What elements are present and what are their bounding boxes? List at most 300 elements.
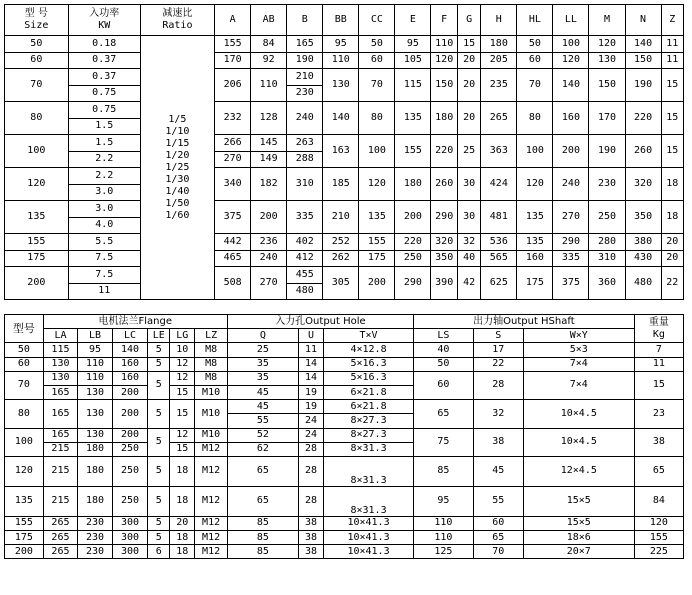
header-input-hole: 入力孔Output Hole xyxy=(227,315,413,329)
val-u: 28 xyxy=(298,486,323,516)
val-lb: 180 xyxy=(78,486,113,516)
dim-ll: 200 xyxy=(553,135,589,168)
val-s: 55 xyxy=(473,486,523,516)
dim-hl: 80 xyxy=(517,102,553,135)
header-z: Z xyxy=(661,5,683,36)
val-lc: 200 xyxy=(112,400,148,428)
val-lz: M12 xyxy=(195,442,227,456)
dim-cc: 80 xyxy=(359,102,395,135)
dim-ll: 160 xyxy=(553,102,589,135)
dim-n: 380 xyxy=(625,234,661,251)
dim-ab: 200 xyxy=(251,201,287,234)
val-lg: 12 xyxy=(170,357,195,371)
val-s: 38 xyxy=(473,428,523,456)
val-tv: 5×16.3 xyxy=(324,357,414,371)
dim-g: 30 xyxy=(457,168,480,201)
header-size: 型号 xyxy=(5,315,44,343)
size-cell: 200 xyxy=(5,267,69,300)
table-row xyxy=(5,168,684,185)
val-u: 14 xyxy=(298,371,323,385)
val-lg: 18 xyxy=(170,531,195,545)
dim-m: 170 xyxy=(589,102,625,135)
val-u: 19 xyxy=(298,400,323,414)
dim-g: 15 xyxy=(457,36,480,53)
power-cell: 0.75 xyxy=(68,85,140,102)
dim-a: 206 xyxy=(215,69,251,102)
size-cell: 135 xyxy=(5,486,44,516)
dim-g: 30 xyxy=(457,201,480,234)
dim-ab: 145 xyxy=(251,135,287,152)
dim-bb: 110 xyxy=(323,52,359,69)
ratio-value: 1/40 xyxy=(165,185,190,197)
val-lb: 230 xyxy=(78,531,113,545)
header-weight xyxy=(634,315,683,343)
header-ll: LL xyxy=(553,5,589,36)
table-row xyxy=(5,400,684,414)
val-le: 5 xyxy=(148,486,170,516)
dim-e: 115 xyxy=(395,69,431,102)
dim-a: 340 xyxy=(215,168,251,201)
dim-cc: 135 xyxy=(359,201,395,234)
dim-ab: 92 xyxy=(251,52,287,69)
dim-h: 205 xyxy=(481,52,517,69)
val-lz: M10 xyxy=(195,428,227,442)
val-lc: 250 xyxy=(112,456,148,486)
val-ls: 60 xyxy=(414,371,474,399)
dim-b: 190 xyxy=(287,52,323,69)
dim-f: 150 xyxy=(431,69,458,102)
dim-hl: 135 xyxy=(517,234,553,251)
dim-ll: 140 xyxy=(553,69,589,102)
val-ls: 65 xyxy=(414,400,474,428)
dim-cc: 155 xyxy=(359,234,395,251)
dim-e: 290 xyxy=(395,267,431,300)
dim-a: 465 xyxy=(215,250,251,267)
table-row xyxy=(5,36,684,53)
dim-f: 120 xyxy=(431,52,458,69)
header-hl: HL xyxy=(517,5,553,36)
dim-n: 480 xyxy=(625,267,661,300)
val-lc: 300 xyxy=(112,545,148,559)
val-lc: 300 xyxy=(112,516,148,530)
dim-ll: 100 xyxy=(553,36,589,53)
dim-m: 190 xyxy=(589,135,625,168)
dim-a: 170 xyxy=(215,52,251,69)
header-lb: LB xyxy=(78,329,113,343)
val-wy: 7×4 xyxy=(523,357,634,371)
header-e: E xyxy=(395,5,431,36)
dim-a: 375 xyxy=(215,201,251,234)
val-ls: 85 xyxy=(414,456,474,486)
val-lb: 180 xyxy=(78,442,113,456)
val-lg: 12 xyxy=(170,428,195,442)
val-le: 5 xyxy=(148,400,170,428)
val-lc: 200 xyxy=(112,428,148,442)
val-kg: 11 xyxy=(634,357,683,371)
dim-h: 481 xyxy=(481,201,517,234)
dim-z: 20 xyxy=(661,234,683,251)
table-row xyxy=(5,135,684,152)
size-cell: 135 xyxy=(5,201,69,234)
dim-hl: 160 xyxy=(517,250,553,267)
ratio-value: 1/30 xyxy=(165,173,190,185)
table-row xyxy=(5,531,684,545)
header-hole-2: T×V xyxy=(324,329,414,343)
dim-z: 11 xyxy=(661,36,683,53)
table-row xyxy=(5,234,684,251)
val-q: 45 xyxy=(227,400,298,414)
val-lc: 160 xyxy=(112,357,148,371)
val-lc: 250 xyxy=(112,442,148,456)
power-cell: 0.37 xyxy=(68,69,140,86)
size-cell: 70 xyxy=(5,69,69,102)
dim-e: 180 xyxy=(395,168,431,201)
val-u: 28 xyxy=(298,442,323,456)
val-la: 165 xyxy=(43,428,78,442)
flange-table xyxy=(4,314,684,559)
dim-b: 412 xyxy=(287,250,323,267)
dim-ab: 128 xyxy=(251,102,287,135)
val-ls: 50 xyxy=(414,357,474,371)
dim-n: 430 xyxy=(625,250,661,267)
size-cell: 80 xyxy=(5,102,69,135)
val-tv: 8×27.3 xyxy=(324,414,414,428)
power-cell: 0.75 xyxy=(68,102,140,119)
val-kg: 7 xyxy=(634,343,683,357)
header-lc: LC xyxy=(112,329,148,343)
val-la: 165 xyxy=(43,385,78,399)
table-row xyxy=(5,486,684,516)
header-shaft-0: LS xyxy=(414,329,474,343)
dim-h: 235 xyxy=(481,69,517,102)
dim-b: 480 xyxy=(287,283,323,300)
val-lg: 12 xyxy=(170,371,195,385)
dim-m: 310 xyxy=(589,250,625,267)
val-lb: 130 xyxy=(78,385,113,399)
power-cell: 7.5 xyxy=(68,267,140,284)
dim-g: 40 xyxy=(457,250,480,267)
size-cell: 175 xyxy=(5,250,69,267)
table-row xyxy=(5,102,684,119)
val-q: 85 xyxy=(227,516,298,530)
dim-cc: 50 xyxy=(359,36,395,53)
dim-b: 263 xyxy=(287,135,323,152)
val-lc: 300 xyxy=(112,531,148,545)
val-q: 52 xyxy=(227,428,298,442)
dim-e: 105 xyxy=(395,52,431,69)
dim-cc: 200 xyxy=(359,267,395,300)
dim-b: 402 xyxy=(287,234,323,251)
dim-ab: 240 xyxy=(251,250,287,267)
header-size-line2: Size xyxy=(24,20,49,31)
header-power xyxy=(68,5,140,36)
size-cell: 120 xyxy=(5,168,69,201)
val-lg: 18 xyxy=(170,456,195,486)
dim-cc: 60 xyxy=(359,52,395,69)
ratio-value: 1/15 xyxy=(165,137,190,149)
dim-bb: 163 xyxy=(323,135,359,168)
size-cell: 50 xyxy=(5,343,44,357)
val-le: 5 xyxy=(148,371,170,399)
header-cc: CC xyxy=(359,5,395,36)
header-hole-0: Q xyxy=(227,329,298,343)
dim-cc: 100 xyxy=(359,135,395,168)
dim-z: 18 xyxy=(661,201,683,234)
val-lb: 95 xyxy=(78,343,113,357)
val-la: 130 xyxy=(43,371,78,385)
size-cell: 120 xyxy=(5,456,44,486)
header-g: G xyxy=(457,5,480,36)
dim-ll: 290 xyxy=(553,234,589,251)
ratio-value: 1/50 xyxy=(165,197,190,209)
size-cell: 50 xyxy=(5,36,69,53)
size-cell: 60 xyxy=(5,357,44,371)
table-row xyxy=(5,201,684,218)
ratio-cell xyxy=(140,36,214,300)
ratio-value: 1/20 xyxy=(165,149,190,161)
val-u: 14 xyxy=(298,357,323,371)
val-wy: 20×7 xyxy=(523,545,634,559)
dim-n: 140 xyxy=(625,36,661,53)
val-u: 38 xyxy=(298,531,323,545)
val-lg: 18 xyxy=(170,486,195,516)
val-lz: M12 xyxy=(195,531,227,545)
dim-b: 210 xyxy=(287,69,323,86)
val-tv: 8×27.3 xyxy=(324,428,414,442)
val-tv: 5×16.3 xyxy=(324,371,414,385)
table-row xyxy=(5,371,684,385)
val-tv: 4×12.8 xyxy=(324,343,414,357)
ratio-value: 1/10 xyxy=(165,125,190,137)
table-row xyxy=(5,267,684,284)
val-tv: 10×41.3 xyxy=(324,545,414,559)
dim-bb: 262 xyxy=(323,250,359,267)
dim-g: 20 xyxy=(457,69,480,102)
dim-f: 390 xyxy=(431,267,458,300)
dim-bb: 305 xyxy=(323,267,359,300)
header-ratio-line1: 减速比 xyxy=(162,8,193,19)
val-la: 130 xyxy=(43,357,78,371)
val-lz: M12 xyxy=(195,456,227,486)
size-cell: 80 xyxy=(5,400,44,428)
dim-a: 155 xyxy=(215,36,251,53)
val-kg: 225 xyxy=(634,545,683,559)
val-ls: 110 xyxy=(414,516,474,530)
header-power-line1: 入功率 xyxy=(89,8,120,19)
dim-m: 230 xyxy=(589,168,625,201)
dim-e: 250 xyxy=(395,250,431,267)
dim-n: 150 xyxy=(625,52,661,69)
val-le: 5 xyxy=(148,516,170,530)
dim-a: 266 xyxy=(215,135,251,152)
dim-bb: 95 xyxy=(323,36,359,53)
header-hole-1: U xyxy=(298,329,323,343)
dim-hl: 135 xyxy=(517,201,553,234)
dim-g: 42 xyxy=(457,267,480,300)
dim-n: 260 xyxy=(625,135,661,168)
header-size-line1: 型 号 xyxy=(24,8,48,19)
val-lb: 110 xyxy=(78,371,113,385)
dim-a: 442 xyxy=(215,234,251,251)
val-lg: 15 xyxy=(170,400,195,428)
val-q: 85 xyxy=(227,531,298,545)
dim-m: 360 xyxy=(589,267,625,300)
val-u: 24 xyxy=(298,428,323,442)
size-cell: 60 xyxy=(5,52,69,69)
dim-g: 20 xyxy=(457,52,480,69)
header-n: N xyxy=(625,5,661,36)
dim-m: 120 xyxy=(589,36,625,53)
header-weight-line1: 重量 xyxy=(648,316,669,328)
power-cell: 3.0 xyxy=(68,201,140,218)
dim-cc: 70 xyxy=(359,69,395,102)
header-bb: BB xyxy=(323,5,359,36)
dim-e: 135 xyxy=(395,102,431,135)
val-u: 19 xyxy=(298,385,323,399)
dim-bb: 130 xyxy=(323,69,359,102)
val-la: 215 xyxy=(43,442,78,456)
dim-b: 240 xyxy=(287,102,323,135)
dim-n: 220 xyxy=(625,102,661,135)
val-tv: 8×31.3 xyxy=(324,486,414,516)
val-kg: 65 xyxy=(634,456,683,486)
dim-n: 190 xyxy=(625,69,661,102)
val-la: 215 xyxy=(43,456,78,486)
val-u: 24 xyxy=(298,414,323,428)
table1-header-row xyxy=(5,5,684,36)
val-ls: 110 xyxy=(414,531,474,545)
val-kg: 84 xyxy=(634,486,683,516)
val-wy: 12×4.5 xyxy=(523,456,634,486)
dim-bb: 252 xyxy=(323,234,359,251)
power-cell: 7.5 xyxy=(68,250,140,267)
val-la: 265 xyxy=(43,545,78,559)
val-lb: 110 xyxy=(78,357,113,371)
val-la: 115 xyxy=(43,343,78,357)
dim-m: 130 xyxy=(589,52,625,69)
val-le: 5 xyxy=(148,428,170,456)
size-cell: 100 xyxy=(5,135,69,168)
dim-h: 363 xyxy=(481,135,517,168)
dim-ab: 110 xyxy=(251,69,287,102)
val-wy: 7×4 xyxy=(523,371,634,399)
header-m: M xyxy=(589,5,625,36)
dim-a: 232 xyxy=(215,102,251,135)
dim-ll: 335 xyxy=(553,250,589,267)
val-lb: 130 xyxy=(78,428,113,442)
val-u: 11 xyxy=(298,343,323,357)
dim-h: 265 xyxy=(481,102,517,135)
size-cell: 175 xyxy=(5,531,44,545)
dim-hl: 175 xyxy=(517,267,553,300)
dim-ll: 375 xyxy=(553,267,589,300)
dim-ab: 270 xyxy=(251,267,287,300)
power-cell: 4.0 xyxy=(68,217,140,234)
val-q: 65 xyxy=(227,456,298,486)
val-la: 165 xyxy=(43,400,78,428)
size-cell: 155 xyxy=(5,516,44,530)
val-wy: 10×4.5 xyxy=(523,400,634,428)
dim-ll: 120 xyxy=(553,52,589,69)
val-q: 25 xyxy=(227,343,298,357)
val-lb: 180 xyxy=(78,456,113,486)
table-row xyxy=(5,516,684,530)
power-cell: 11 xyxy=(68,283,140,300)
dim-n: 320 xyxy=(625,168,661,201)
dim-z: 22 xyxy=(661,267,683,300)
val-lz: M8 xyxy=(195,357,227,371)
dim-b: 455 xyxy=(287,267,323,284)
val-wy: 15×5 xyxy=(523,516,634,530)
size-cell: 200 xyxy=(5,545,44,559)
val-lz: M8 xyxy=(195,371,227,385)
dim-a: 508 xyxy=(215,267,251,300)
dim-bb: 185 xyxy=(323,168,359,201)
val-tv: 8×31.3 xyxy=(324,442,414,456)
header-output-shaft: 出力轴Output HShaft xyxy=(414,315,635,329)
dim-ab: 182 xyxy=(251,168,287,201)
dim-hl: 70 xyxy=(517,69,553,102)
dim-z: 15 xyxy=(661,69,683,102)
table-row xyxy=(5,357,684,371)
val-lg: 15 xyxy=(170,385,195,399)
dim-z: 20 xyxy=(661,250,683,267)
dim-ab: 84 xyxy=(251,36,287,53)
val-le: 5 xyxy=(148,456,170,486)
dim-ab: 236 xyxy=(251,234,287,251)
val-lb: 230 xyxy=(78,545,113,559)
header-lg: LG xyxy=(170,329,195,343)
val-le: 5 xyxy=(148,531,170,545)
header-flange: 电机法兰Flange xyxy=(43,315,227,329)
header-b: B xyxy=(287,5,323,36)
val-lg: 20 xyxy=(170,516,195,530)
val-u: 28 xyxy=(298,456,323,486)
val-s: 32 xyxy=(473,400,523,428)
val-tv: 6×21.8 xyxy=(324,400,414,414)
val-wy: 15×5 xyxy=(523,486,634,516)
val-lg: 15 xyxy=(170,442,195,456)
val-tv: 8×31.3 xyxy=(324,456,414,486)
val-lz: M12 xyxy=(195,516,227,530)
header-ratio xyxy=(140,5,214,36)
val-wy: 10×4.5 xyxy=(523,428,634,456)
val-wy: 18×6 xyxy=(523,531,634,545)
val-s: 45 xyxy=(473,456,523,486)
dim-f: 220 xyxy=(431,135,458,168)
val-q: 62 xyxy=(227,442,298,456)
dim-f: 180 xyxy=(431,102,458,135)
header-lz: LZ xyxy=(195,329,227,343)
dim-f: 260 xyxy=(431,168,458,201)
val-q: 35 xyxy=(227,371,298,385)
dim-m: 250 xyxy=(589,201,625,234)
dim-ll: 270 xyxy=(553,201,589,234)
dim-b: 165 xyxy=(287,36,323,53)
val-la: 265 xyxy=(43,516,78,530)
val-s: 17 xyxy=(473,343,523,357)
val-lz: M8 xyxy=(195,343,227,357)
power-cell: 5.5 xyxy=(68,234,140,251)
val-s: 65 xyxy=(473,531,523,545)
dim-f: 350 xyxy=(431,250,458,267)
val-q: 85 xyxy=(227,545,298,559)
power-cell: 2.2 xyxy=(68,168,140,185)
dim-b: 310 xyxy=(287,168,323,201)
header-le: LE xyxy=(148,329,170,343)
header-shaft-1: S xyxy=(473,329,523,343)
dim-m: 280 xyxy=(589,234,625,251)
